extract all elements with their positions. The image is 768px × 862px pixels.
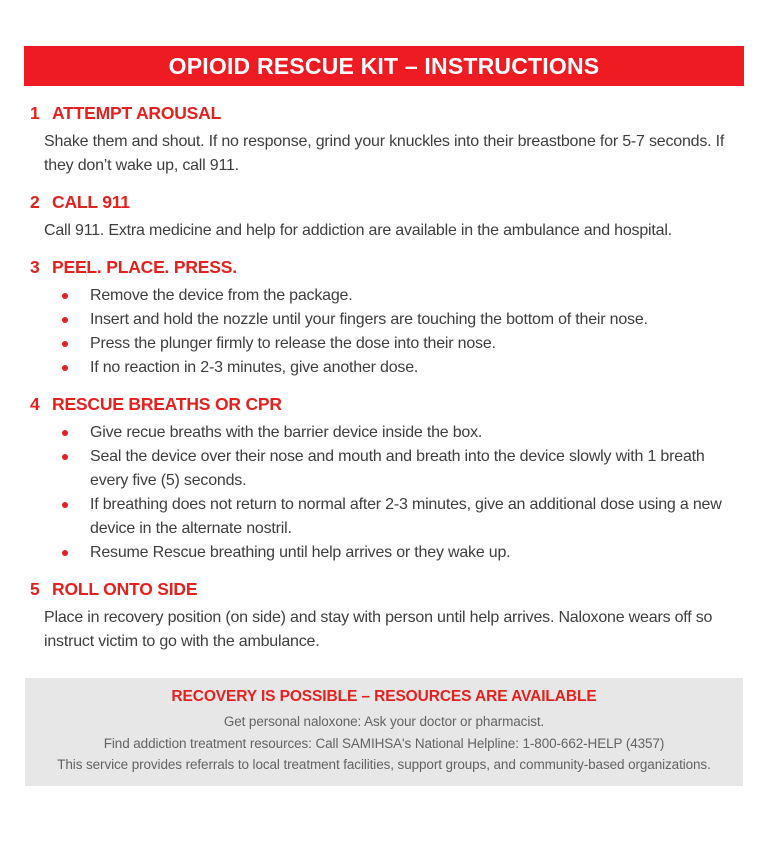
- section-paragraph: Call 911. Extra medicine and help for addiction are available in the ambulance and hospital.: [44, 222, 672, 239]
- bullet-icon: [62, 430, 68, 436]
- section-heading-row: [30, 579, 732, 599]
- bullet-text: Give recue breaths with the barrier device inside the box.: [90, 424, 483, 441]
- bullet-list: [30, 284, 732, 380]
- section-number: 5: [30, 579, 40, 599]
- bullet-icon: [62, 502, 68, 508]
- bullet-item: [30, 308, 732, 332]
- section-heading-row: [30, 192, 732, 212]
- section-heading-row: [30, 103, 732, 123]
- bullet-item: [30, 284, 732, 308]
- bullet-icon: [62, 317, 68, 323]
- section-number: 2: [30, 192, 40, 212]
- resources-line-referrals: This service provides referrals to local treatment facilities, support groups, and community-based organizations.: [57, 757, 711, 772]
- section-heading: PEEL. PLACE. PRESS.: [52, 257, 237, 277]
- resources-line-naloxone: Get personal naloxone: Ask your doctor or pharmacist.: [223, 714, 545, 729]
- bullet-item: [30, 541, 732, 565]
- bullet-item: [30, 356, 732, 380]
- section-number: 4: [30, 394, 40, 414]
- bullet-icon: [62, 341, 68, 347]
- bullet-icon: [62, 454, 68, 460]
- bullet-text: Resume Rescue breathing until help arrives or they wake up.: [90, 544, 511, 561]
- section-heading: RESCUE BREATHS OR CPR: [52, 394, 282, 414]
- section-paragraph: Place in recovery position (on side) and stay with person until help arrives. Naloxone wears off so instruct victim to go with the ambulance.: [44, 609, 713, 650]
- document-page: [0, 46, 768, 862]
- section-heading: ROLL ONTO SIDE: [52, 579, 198, 599]
- bullet-text: Insert and hold the nozzle until your fingers are touching the bottom of their nose.: [90, 311, 648, 328]
- instructions-content: [30, 103, 732, 654]
- section-number: 1: [30, 103, 40, 123]
- resources-box: [25, 678, 743, 786]
- section-attempt-arousal: [30, 103, 732, 178]
- section-heading-row: [30, 394, 732, 414]
- bullet-icon: [62, 550, 68, 556]
- bullet-item: [30, 445, 732, 493]
- bullet-item: [30, 332, 732, 356]
- resources-heading: RECOVERY IS POSSIBLE – RESOURCES ARE AVAILABLE: [171, 688, 597, 705]
- section-rescue-breaths-or-cpr: [30, 394, 732, 565]
- bullet-item: [30, 493, 732, 541]
- resources-line-helpline: Find addiction treatment resources: Call SAMIHSA's National Helpline: 1-800-662-HELP (4357): [103, 735, 665, 751]
- bullet-icon: [62, 365, 68, 371]
- bullet-text: Seal the device over their nose and mouth and breath into the device slowly with 1 breath every five (5) seconds.: [90, 448, 705, 489]
- bullet-list: [30, 421, 732, 565]
- section-call-911: [30, 192, 732, 243]
- bullet-text: Press the plunger firmly to release the dose into their nose.: [90, 335, 496, 352]
- section-peel-place-press: [30, 257, 732, 380]
- bullet-item: [30, 421, 732, 445]
- section-heading: ATTEMPT AROUSAL: [52, 103, 222, 123]
- section-roll-onto-side: [30, 579, 732, 654]
- bullet-text: If breathing does not return to normal after 2-3 minutes, give an additional dose using a new device in the alternate nostril.: [90, 496, 722, 537]
- bullet-text: If no reaction in 2-3 minutes, give another dose.: [90, 359, 419, 376]
- bullet-icon: [62, 293, 68, 299]
- bullet-text: Remove the device from the package.: [90, 287, 353, 304]
- section-number: 3: [30, 257, 40, 277]
- document-title: OPIOID RESCUE KIT – INSTRUCTIONS: [168, 52, 600, 79]
- section-heading-row: [30, 257, 732, 277]
- section-paragraph: Shake them and shout. If no response, grind your knuckles into their breastbone for 5-7 seconds. If they don’t wake up, call 911.: [44, 133, 725, 174]
- section-heading: CALL 911: [52, 192, 130, 212]
- title-banner: [24, 46, 744, 86]
